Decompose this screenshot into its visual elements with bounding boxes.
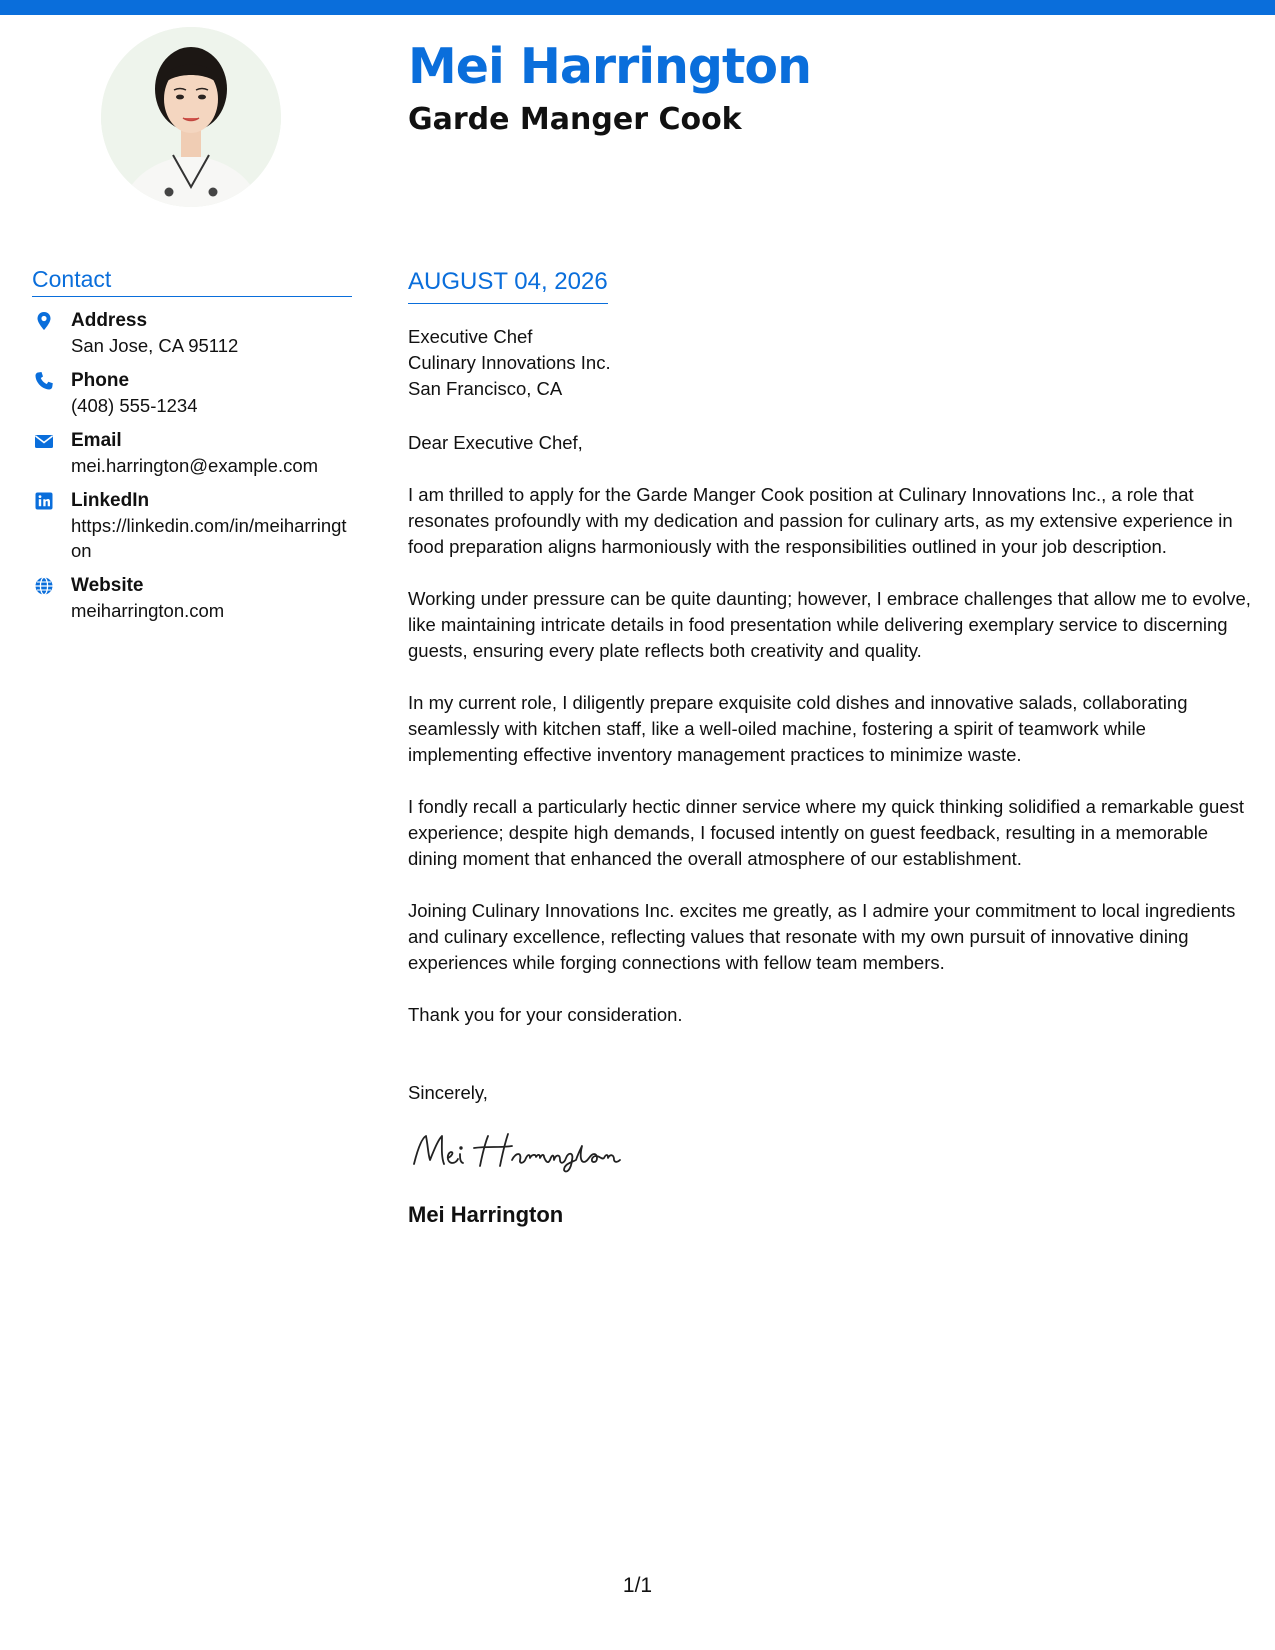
contact-label: Email (71, 430, 122, 452)
contact-value: mei.harrington@example.com (71, 455, 319, 477)
closing: Sincerely, (408, 1081, 488, 1103)
body-paragraph: I fondly recall a particularly hectic dinner service where my quick thinking solidified a remarkable guest experience; despite high demands, I focused intently on guest feedback, resulting in a memorable dining moment that enhanced the overall atmosphere of our establishment. (408, 795, 1244, 869)
recipient-block (408, 324, 1253, 402)
profile-photo (101, 27, 281, 207)
body-paragraph: Working under pressure can be quite daunting; however, I embrace challenges that allow me to evolve, like maintaining intricate details in food presentation while delivering exemplary service to discerning guests, ensuring every plate reflects both creativity and quality. (408, 587, 1251, 661)
contact-linkedin (32, 489, 352, 563)
salutation: Dear Executive Chef, (408, 431, 583, 453)
job-title: Garde Manger Cook (408, 102, 742, 137)
contact-heading: Contact (32, 266, 352, 297)
page-number: 1/1 (622, 1574, 653, 1597)
body-paragraph: In my current role, I diligently prepare exquisite cold dishes and innovative salads, collaborating seamlessly with kitchen staff, like a well-oiled machine, fostering a spirit of teamwork while implementing effective inventory management practices to minimize waste. (408, 691, 1188, 765)
contact-label: LinkedIn (71, 490, 150, 512)
recipient-location: San Francisco, CA (408, 377, 563, 399)
body-paragraph: Joining Culinary Innovations Inc. excites me greatly, as I admire your commitment to local ingredients and culinary excellence, reflecting values that resonate with my own pursuit of innovative dining experiences while forging connections with fellow team members. (408, 899, 1236, 973)
chef-portrait-image (101, 27, 281, 207)
handwritten-signature (408, 1124, 658, 1180)
recipient-title: Executive Chef (408, 325, 533, 347)
phone-icon (34, 371, 54, 391)
letter-date: AUGUST 04, 2026 (408, 268, 608, 304)
contact-label: Phone (71, 370, 130, 392)
contact-value: San Jose, CA 95112 (71, 335, 239, 357)
contact-value: meiharrington.com (71, 600, 225, 622)
email-icon (34, 431, 54, 451)
contact-website (32, 574, 352, 623)
linkedin-icon (34, 491, 54, 511)
signed-name: Mei Harrington (408, 1201, 564, 1227)
contact-value: (408) 555-1234 (71, 395, 198, 417)
map-pin-icon (34, 311, 54, 331)
contact-label: Address (71, 310, 148, 332)
contact-value: https://linkedin.com/in/meiharrington (71, 515, 347, 562)
cover-letter-body (408, 266, 1253, 1228)
contact-address (32, 309, 352, 358)
recipient-company: Culinary Innovations Inc. (408, 351, 611, 373)
contact-label: Website (71, 575, 144, 597)
body-paragraph: I am thrilled to apply for the Garde Manger Cook position at Culinary Innovations Inc., a role that resonates profoundly with my dedication and passion for culinary arts, as my extensive experience in food preparation aligns harmoniously with the responsibilities outlined in your job description. (408, 483, 1233, 557)
contact-phone (32, 369, 352, 418)
contact-email (32, 429, 352, 478)
applicant-name: Mei Harrington (408, 38, 811, 95)
globe-icon (34, 576, 54, 596)
contact-sidebar (32, 266, 352, 634)
top-accent-bar (0, 0, 1275, 15)
thanks-line: Thank you for your consideration. (408, 1003, 683, 1025)
